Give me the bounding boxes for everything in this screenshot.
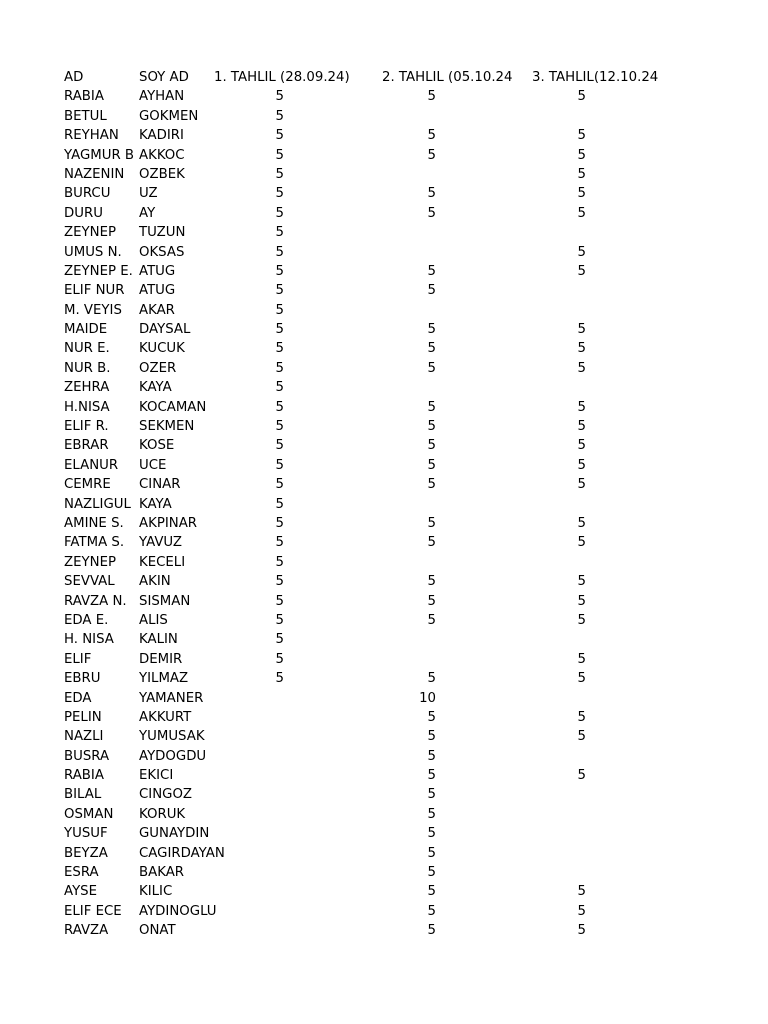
cell-tahlil-2: 5 <box>427 884 436 900</box>
cell-soy-ad: KUCUK <box>139 341 185 357</box>
table-row <box>64 863 724 882</box>
cell-tahlil-3: 5 <box>577 128 586 144</box>
cell-tahlil-2: 5 <box>427 283 436 299</box>
cell-tahlil-3: 5 <box>577 186 586 202</box>
cell-tahlil-3: 5 <box>577 612 586 628</box>
cell-soy-ad: BAKAR <box>139 865 185 881</box>
cell-soy-ad: ALIS <box>139 612 168 628</box>
cell-ad: EBRAR <box>64 438 109 454</box>
cell-ad: RAVZA N. <box>64 593 127 609</box>
table-row <box>64 320 724 339</box>
cell-tahlil-2 <box>362 165 436 184</box>
cell-tahlil-1 <box>214 824 284 843</box>
cell-tahlil-2: 5 <box>427 787 436 803</box>
cell-tahlil-2: 5 <box>427 186 436 202</box>
cell-tahlil-2 <box>362 243 436 262</box>
cell-tahlil-1: 5 <box>275 515 284 531</box>
header-tahlil-3: 3. TAHLIL(12.10.24 <box>532 70 659 85</box>
cell-soy-ad: ONAT <box>139 923 176 939</box>
cell-soy-ad: SEKMEN <box>139 419 195 435</box>
table-row <box>64 126 724 145</box>
cell-soy-ad: YAMANER <box>139 690 204 706</box>
cell-tahlil-2 <box>362 553 436 572</box>
cell-tahlil-2: 5 <box>427 923 436 939</box>
cell-soy-ad: YAVUZ <box>139 535 183 551</box>
cell-tahlil-2: 5 <box>427 341 436 357</box>
table-row <box>64 417 724 436</box>
cell-tahlil-3: 5 <box>577 477 586 493</box>
cell-tahlil-3 <box>512 844 586 863</box>
cell-tahlil-2: 5 <box>427 457 436 473</box>
cell-tahlil-3 <box>512 378 586 397</box>
cell-tahlil-3: 5 <box>577 322 586 338</box>
cell-soy-ad: AKIN <box>139 574 171 590</box>
cell-ad: BEYZA <box>64 845 108 861</box>
cell-tahlil-1 <box>214 708 284 727</box>
cell-tahlil-1: 5 <box>275 554 284 570</box>
cell-ad: SEVVAL <box>64 574 115 590</box>
table-body <box>64 87 724 940</box>
cell-soy-ad: AYHAN <box>139 89 185 105</box>
cell-ad: ELIF NUR <box>64 283 125 299</box>
cell-tahlil-1: 5 <box>275 632 284 648</box>
header-row <box>64 68 724 87</box>
cell-tahlil-3: 5 <box>577 923 586 939</box>
cell-soy-ad: KILIC <box>139 884 173 900</box>
table-row <box>64 398 724 417</box>
cell-ad: BETUL <box>64 108 107 124</box>
cell-soy-ad: YUMUSAK <box>139 729 205 745</box>
cell-tahlil-1 <box>214 785 284 804</box>
cell-tahlil-1: 5 <box>275 477 284 493</box>
cell-tahlil-1 <box>214 805 284 824</box>
table-row <box>64 650 724 669</box>
cell-soy-ad: KAYA <box>139 496 172 512</box>
cell-tahlil-2: 5 <box>427 438 436 454</box>
cell-soy-ad: AKKOC <box>139 147 185 163</box>
table-row <box>64 301 724 320</box>
cell-tahlil-3: 5 <box>577 263 586 279</box>
cell-tahlil-2: 5 <box>427 128 436 144</box>
table-row <box>64 146 724 165</box>
cell-ad: AYSE <box>64 884 98 900</box>
cell-tahlil-1: 5 <box>275 205 284 221</box>
cell-tahlil-3 <box>512 223 586 242</box>
header-ad: AD <box>64 70 84 85</box>
cell-ad: H. NISA <box>64 632 114 648</box>
cell-tahlil-1: 5 <box>275 283 284 299</box>
cell-tahlil-2 <box>362 223 436 242</box>
cell-ad: CEMRE <box>64 477 111 493</box>
cell-tahlil-1: 5 <box>275 593 284 609</box>
cell-tahlil-1 <box>214 766 284 785</box>
cell-ad: AMINE S. <box>64 515 124 531</box>
cell-ad: M. VEYIS <box>64 302 122 318</box>
cell-tahlil-3 <box>512 301 586 320</box>
cell-soy-ad: KALIN <box>139 632 178 648</box>
table-row <box>64 805 724 824</box>
cell-tahlil-2 <box>362 107 436 126</box>
cell-tahlil-3 <box>512 495 586 514</box>
cell-soy-ad: CINGOZ <box>139 787 193 803</box>
table-row <box>64 785 724 804</box>
cell-ad: UMUS N. <box>64 244 122 260</box>
cell-ad: OSMAN <box>64 806 114 822</box>
cell-tahlil-1: 5 <box>275 186 284 202</box>
cell-ad: ELIF <box>64 651 92 667</box>
cell-tahlil-2 <box>362 650 436 669</box>
cell-ad: NUR B. <box>64 360 111 376</box>
cell-tahlil-1 <box>214 727 284 746</box>
table-row <box>64 882 724 901</box>
cell-soy-ad: UCE <box>139 457 167 473</box>
cell-tahlil-3: 5 <box>577 903 586 919</box>
cell-tahlil-1: 5 <box>275 419 284 435</box>
cell-tahlil-2 <box>362 378 436 397</box>
cell-tahlil-2: 5 <box>427 205 436 221</box>
cell-tahlil-3: 5 <box>577 574 586 590</box>
cell-tahlil-3: 5 <box>577 166 586 182</box>
cell-tahlil-1: 5 <box>275 225 284 241</box>
cell-soy-ad: KORUK <box>139 806 186 822</box>
cell-tahlil-1: 5 <box>275 341 284 357</box>
cell-tahlil-2: 5 <box>427 322 436 338</box>
cell-ad: ELIF R. <box>64 419 109 435</box>
table-row <box>64 281 724 300</box>
cell-tahlil-3: 5 <box>577 341 586 357</box>
cell-tahlil-2: 5 <box>427 826 436 842</box>
table-row <box>64 553 724 572</box>
cell-soy-ad: GOKMEN <box>139 108 199 124</box>
table-row <box>64 378 724 397</box>
cell-tahlil-1: 5 <box>275 380 284 396</box>
cell-soy-ad: AKKURT <box>139 709 192 725</box>
table-row <box>64 824 724 843</box>
cell-soy-ad: OZBEK <box>139 166 185 182</box>
cell-soy-ad: CINAR <box>139 477 181 493</box>
cell-soy-ad: YILMAZ <box>139 671 189 687</box>
cell-tahlil-2: 5 <box>427 903 436 919</box>
cell-tahlil-3: 5 <box>577 438 586 454</box>
cell-ad: ZEYNEP <box>64 225 116 241</box>
table-row <box>64 708 724 727</box>
table-row <box>64 243 724 262</box>
table-row <box>64 611 724 630</box>
spreadsheet-table <box>64 68 724 941</box>
cell-tahlil-3 <box>512 630 586 649</box>
cell-tahlil-2: 10 <box>419 690 436 706</box>
cell-tahlil-1 <box>214 921 284 940</box>
cell-tahlil-3: 5 <box>577 535 586 551</box>
cell-tahlil-1: 5 <box>275 651 284 667</box>
cell-tahlil-3: 5 <box>577 709 586 725</box>
table-row <box>64 359 724 378</box>
cell-tahlil-3: 5 <box>577 419 586 435</box>
header-tahlil-2: 2. TAHLIL (05.10.24 <box>382 70 513 85</box>
table-row <box>64 844 724 863</box>
cell-tahlil-3: 5 <box>577 884 586 900</box>
cell-tahlil-3: 5 <box>577 244 586 260</box>
table-row <box>64 592 724 611</box>
cell-tahlil-3: 5 <box>577 651 586 667</box>
cell-tahlil-1: 5 <box>275 128 284 144</box>
table-row <box>64 766 724 785</box>
cell-soy-ad: TUZUN <box>139 225 186 241</box>
cell-tahlil-2: 5 <box>427 419 436 435</box>
cell-tahlil-3: 5 <box>577 593 586 609</box>
cell-soy-ad: UZ <box>139 186 158 202</box>
cell-tahlil-3: 5 <box>577 147 586 163</box>
cell-ad: RAVZA <box>64 923 109 939</box>
cell-ad: YUSUF <box>64 826 108 842</box>
table-row <box>64 107 724 126</box>
cell-ad: REYHAN <box>64 128 119 144</box>
table-row <box>64 689 724 708</box>
cell-ad: ELANUR <box>64 457 119 473</box>
cell-tahlil-2: 5 <box>427 729 436 745</box>
cell-tahlil-2: 5 <box>427 477 436 493</box>
cell-soy-ad: GUNAYDIN <box>139 826 210 842</box>
cell-tahlil-1: 5 <box>275 399 284 415</box>
cell-tahlil-1 <box>214 844 284 863</box>
cell-tahlil-1 <box>214 882 284 901</box>
cell-tahlil-1: 5 <box>275 322 284 338</box>
cell-tahlil-2 <box>362 495 436 514</box>
cell-soy-ad: ATUG <box>139 263 176 279</box>
cell-ad: NAZLI <box>64 729 104 745</box>
cell-tahlil-1: 5 <box>275 108 284 124</box>
cell-soy-ad: CAGIRDAYAN <box>139 845 225 861</box>
cell-ad: DURU <box>64 205 103 221</box>
cell-tahlil-3: 5 <box>577 768 586 784</box>
cell-soy-ad: AY <box>139 205 156 221</box>
cell-tahlil-1 <box>214 863 284 882</box>
cell-soy-ad: EKICI <box>139 768 174 784</box>
cell-ad: RABIA <box>64 768 104 784</box>
cell-tahlil-3 <box>512 281 586 300</box>
cell-tahlil-3 <box>512 863 586 882</box>
cell-ad: ZEYNEP E. <box>64 263 133 279</box>
cell-tahlil-1: 5 <box>275 671 284 687</box>
cell-ad: EBRU <box>64 671 101 687</box>
cell-ad: ZEHRA <box>64 380 110 396</box>
table-row <box>64 514 724 533</box>
cell-tahlil-3: 5 <box>577 89 586 105</box>
cell-tahlil-2: 5 <box>427 515 436 531</box>
cell-tahlil-1: 5 <box>275 166 284 182</box>
table-row <box>64 572 724 591</box>
table-row <box>64 747 724 766</box>
cell-tahlil-1: 5 <box>275 574 284 590</box>
cell-tahlil-2: 5 <box>427 748 436 764</box>
table-row <box>64 223 724 242</box>
cell-ad: PELIN <box>64 709 102 725</box>
cell-tahlil-2: 5 <box>427 593 436 609</box>
cell-soy-ad: KOCAMAN <box>139 399 207 415</box>
cell-soy-ad: AYDINOGLU <box>139 903 217 919</box>
cell-tahlil-1: 5 <box>275 496 284 512</box>
cell-tahlil-1: 5 <box>275 89 284 105</box>
table-row <box>64 533 724 552</box>
cell-ad: ELIF ECE <box>64 903 122 919</box>
cell-tahlil-2: 5 <box>427 806 436 822</box>
cell-tahlil-3 <box>512 824 586 843</box>
cell-tahlil-1: 5 <box>275 263 284 279</box>
cell-ad: EDA E. <box>64 612 109 628</box>
cell-tahlil-3 <box>512 553 586 572</box>
cell-tahlil-3 <box>512 689 586 708</box>
cell-soy-ad: SISMAN <box>139 593 191 609</box>
table-row <box>64 204 724 223</box>
cell-ad: NUR E. <box>64 341 110 357</box>
cell-ad: FATMA S. <box>64 535 125 551</box>
cell-ad: EDA <box>64 690 92 706</box>
cell-tahlil-2 <box>362 301 436 320</box>
table-row <box>64 339 724 358</box>
cell-tahlil-1: 5 <box>275 147 284 163</box>
table-row <box>64 87 724 106</box>
cell-tahlil-3: 5 <box>577 399 586 415</box>
table-row <box>64 436 724 455</box>
cell-tahlil-3: 5 <box>577 515 586 531</box>
cell-ad: RABIA <box>64 89 104 105</box>
cell-soy-ad: KOSE <box>139 438 175 454</box>
cell-soy-ad: OKSAS <box>139 244 185 260</box>
table-row <box>64 456 724 475</box>
cell-soy-ad: AKPINAR <box>139 515 198 531</box>
cell-tahlil-2: 5 <box>427 612 436 628</box>
cell-tahlil-3 <box>512 747 586 766</box>
cell-tahlil-1: 5 <box>275 612 284 628</box>
cell-tahlil-3: 5 <box>577 205 586 221</box>
cell-tahlil-3 <box>512 805 586 824</box>
cell-tahlil-1: 5 <box>275 457 284 473</box>
cell-tahlil-2: 5 <box>427 263 436 279</box>
cell-tahlil-3: 5 <box>577 360 586 376</box>
cell-tahlil-1 <box>214 747 284 766</box>
cell-tahlil-2: 5 <box>427 574 436 590</box>
cell-ad: BILAL <box>64 787 102 803</box>
cell-tahlil-2: 5 <box>427 89 436 105</box>
cell-ad: BURCU <box>64 186 111 202</box>
cell-soy-ad: KECELI <box>139 554 186 570</box>
cell-tahlil-3: 5 <box>577 671 586 687</box>
table-row <box>64 902 724 921</box>
cell-tahlil-2: 5 <box>427 768 436 784</box>
cell-tahlil-2: 5 <box>427 709 436 725</box>
cell-tahlil-2: 5 <box>427 865 436 881</box>
cell-tahlil-3 <box>512 107 586 126</box>
cell-tahlil-2: 5 <box>427 360 436 376</box>
cell-tahlil-1: 5 <box>275 244 284 260</box>
cell-ad: YAGMUR B <box>64 147 135 163</box>
cell-soy-ad: KADIRI <box>139 128 184 144</box>
cell-tahlil-1: 5 <box>275 360 284 376</box>
table-row <box>64 165 724 184</box>
cell-tahlil-1: 5 <box>275 535 284 551</box>
cell-tahlil-3 <box>512 785 586 804</box>
cell-ad: NAZENIN <box>64 166 125 182</box>
cell-tahlil-1 <box>214 689 284 708</box>
cell-ad: BUSRA <box>64 748 110 764</box>
cell-soy-ad: OZER <box>139 360 177 376</box>
table-row <box>64 184 724 203</box>
table-row <box>64 262 724 281</box>
cell-ad: ZEYNEP <box>64 554 116 570</box>
cell-soy-ad: DEMIR <box>139 651 183 667</box>
cell-tahlil-2: 5 <box>427 845 436 861</box>
cell-tahlil-3: 5 <box>577 729 586 745</box>
cell-tahlil-1 <box>214 902 284 921</box>
table-row <box>64 495 724 514</box>
table-row <box>64 475 724 494</box>
table-row <box>64 630 724 649</box>
cell-soy-ad: AKAR <box>139 302 175 318</box>
cell-tahlil-1: 5 <box>275 302 284 318</box>
cell-tahlil-2: 5 <box>427 399 436 415</box>
cell-tahlil-2 <box>362 630 436 649</box>
cell-ad: ESRA <box>64 865 99 881</box>
cell-ad: H.NISA <box>64 399 110 415</box>
cell-tahlil-3: 5 <box>577 457 586 473</box>
table-row <box>64 921 724 940</box>
cell-ad: NAZLIGUL <box>64 496 131 512</box>
header-tahlil-1: 1. TAHLIL (28.09.24) <box>214 70 350 85</box>
table-row <box>64 727 724 746</box>
cell-ad: MAIDE <box>64 322 108 338</box>
cell-tahlil-2: 5 <box>427 535 436 551</box>
cell-soy-ad: KAYA <box>139 380 172 396</box>
table-row <box>64 669 724 688</box>
cell-soy-ad: AYDOGDU <box>139 748 207 764</box>
cell-soy-ad: DAYSAL <box>139 322 191 338</box>
header-soy-ad: SOY AD <box>139 70 189 85</box>
cell-tahlil-1: 5 <box>275 438 284 454</box>
cell-tahlil-2: 5 <box>427 671 436 687</box>
cell-soy-ad: ATUG <box>139 283 176 299</box>
cell-tahlil-2: 5 <box>427 147 436 163</box>
